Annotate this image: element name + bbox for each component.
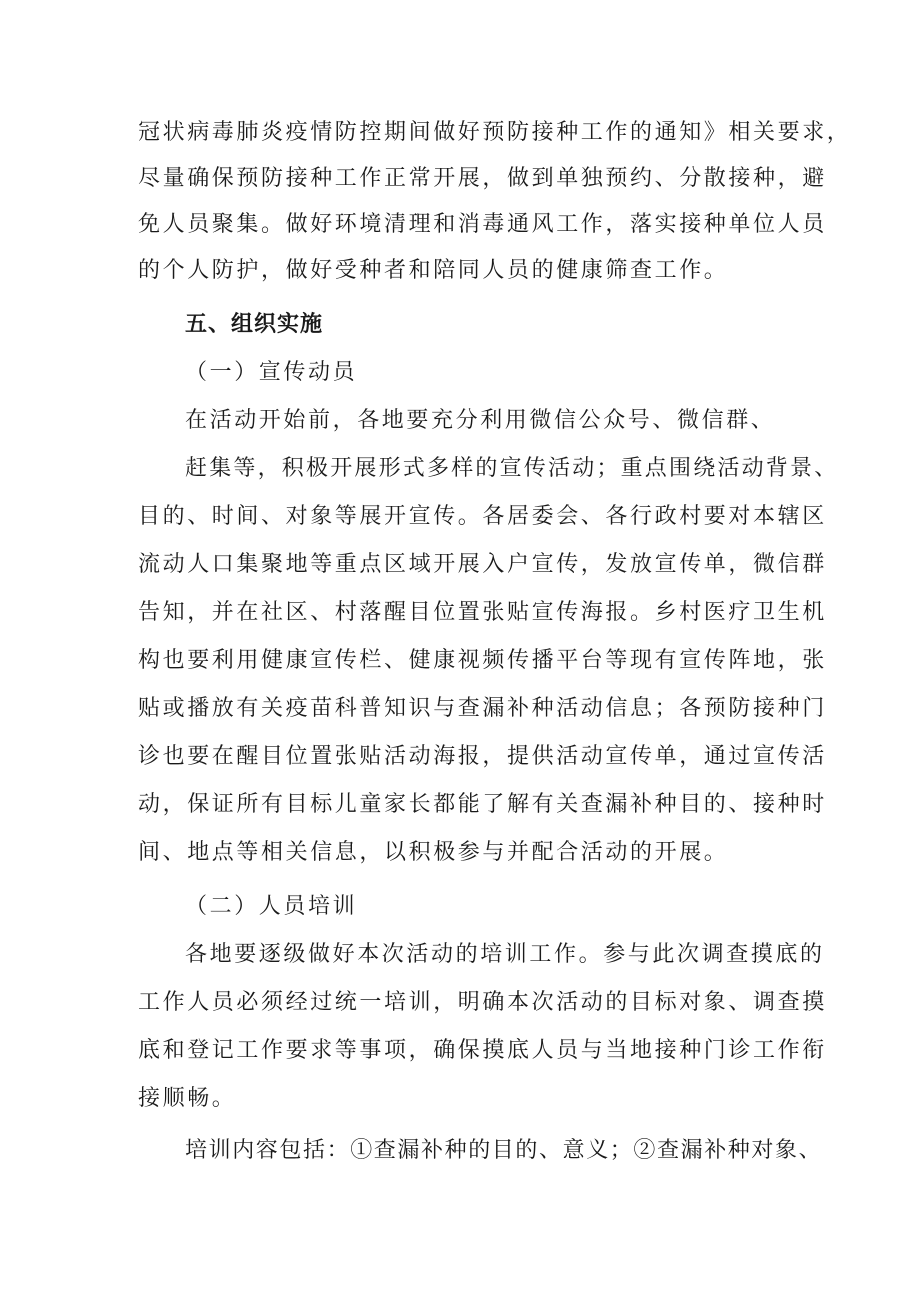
subsection-1-heading: （一）宣传动员 bbox=[185, 360, 358, 385]
section-5-heading: 五、组织实施 bbox=[185, 312, 324, 337]
paragraph-3-line-1: 各地要逐级做好本次活动的培训工作。参与此次调查摸底的 bbox=[185, 942, 825, 967]
paragraph-1-line-1: 冠状病毒肺炎疫情防控期间做好预防接种工作的通知》相关要求， bbox=[138, 120, 852, 145]
paragraph-4-line-1: 培训内容包括：①查漏补种的目的、意义；②查漏补种对象、 bbox=[185, 1138, 823, 1163]
paragraph-2-line-2: 赶集等，积极开展形式多样的宣传活动；重点围绕活动背景、 bbox=[185, 456, 839, 481]
paragraph-1-line-2: 尽量确保预防接种工作正常开展，做到单独预约、分散接种，避 bbox=[138, 166, 827, 191]
paragraph-2-line-9: 动，保证所有目标儿童家长都能了解有关查漏补种目的、接种时 bbox=[138, 792, 827, 817]
paragraph-1-line-4: 的个人防护，做好受种者和陪同人员的健康筛查工作。 bbox=[138, 258, 729, 283]
paragraph-3-line-4: 接顺畅。 bbox=[138, 1086, 237, 1111]
paragraph-2-line-8: 诊也要在醒目位置张贴活动海报，提供活动宣传单，通过宣传活 bbox=[138, 744, 827, 769]
paragraph-3-line-3: 底和登记工作要求等事项，确保摸底人员与当地接种门诊工作衔 bbox=[138, 1038, 827, 1063]
paragraph-2-line-10: 间、地点等相关信息，以积极参与并配合活动的开展。 bbox=[138, 840, 729, 865]
paragraph-2-line-7: 贴或播放有关疫苗科普知识与查漏补种活动信息；各预防接种门 bbox=[138, 696, 827, 721]
paragraph-2-line-3: 目的、时间、对象等展开宣传。各居委会、各行政村要对本辖区 bbox=[138, 504, 827, 529]
paragraph-3-line-2: 工作人员必须经过统一培训，明确本次活动的目标对象、调查摸 bbox=[138, 990, 827, 1015]
paragraph-2-line-6: 构也要利用健康宣传栏、健康视频传播平台等现有宣传阵地，张 bbox=[138, 648, 827, 673]
subsection-2-heading: （二）人员培训 bbox=[185, 894, 358, 919]
paragraph-2-line-5: 告知，并在社区、村落醒目位置张贴宣传海报。乡村医疗卫生机 bbox=[138, 600, 827, 625]
paragraph-2-line-1: 在活动开始前，各地要充分利用微信公众号、微信群、 bbox=[185, 408, 776, 433]
paragraph-1-line-3: 免人员聚集。做好环境清理和消毒通风工作，落实接种单位人员 bbox=[138, 212, 827, 237]
paragraph-2-line-4: 流动人口集聚地等重点区域开展入户宣传，发放宣传单，微信群 bbox=[138, 552, 827, 577]
